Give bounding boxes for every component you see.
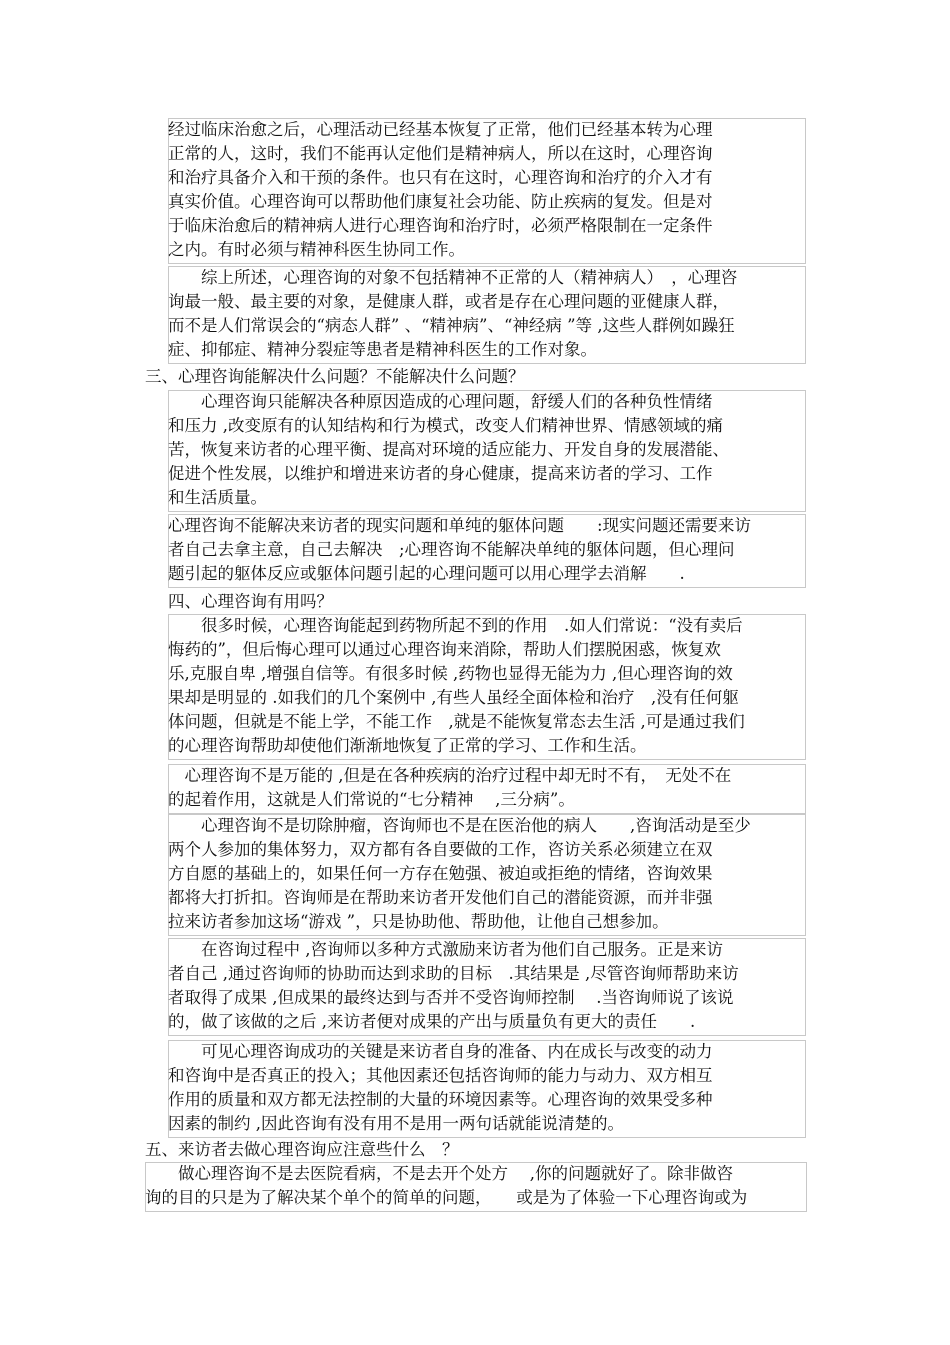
text-line: 可见心理咨询成功的关键是来访者自身的准备、内在成长与改变的动力 [168,1042,713,1061]
text-line: 果却是明显的 .如我们的几个案例中 ,有些人虽经全面体检和治疗 ,没有任何躯 [168,688,739,707]
text-line: 心理咨询不是切除肿瘤，咨询师也不是在医治他的病人 ,咨询活动是至少 [168,816,751,835]
section-heading: 五、来访者去做心理咨询应注意些什么 ？ [145,1140,459,1159]
text-line: 心理咨询不是万能的 ,但是在各种疾病的治疗过程中却无时不有， 无处不在 [168,766,732,785]
text-line: 询最一般、最主要的对象，是健康人群，或者是存在心理问题的亚健康人群， [168,292,729,311]
text-line: 两个人参加的集体努力，双方都有各自要做的工作，咨访关系必须建立在双 [168,840,713,859]
section-heading: 三、心理咨询能解决什么问题？不能解决什么问题？ [145,367,525,386]
text-line: 心理咨询不能解决来访者的现实问题和单纯的躯体问题 :现实问题还需要来访 [168,516,752,535]
text-line: 作用的质量和双方都无法控制的大量的环境因素等。心理咨询的效果受多种 [168,1090,713,1109]
text-line: 方自愿的基础上的，如果任何一方存在勉强、被迫或拒绝的情绪，咨询效果 [168,864,713,883]
text-line: 做心理咨询不是去医院看病，不是去开个处方 ,你的问题就好了。除非做咨 [145,1164,733,1183]
text-line: 乐,克服自卑 ,增强自信等。有很多时候 ,药物也显得无能为力 ,但心理咨询的效 [168,664,733,683]
text-line: 经过临床治愈之后，心理活动已经基本恢复了正常，他们已经基本转为心理 [168,120,713,139]
text-line: 都将大打折扣。咨询师是在帮助来访者开发他们自己的潜能资源，而并非强 [168,888,713,907]
text-line: 而不是人们常误会的“病态人群” 、“精神病”、“神经病 ”等 ,这些人群例如躁狂 [168,316,735,335]
text-line: 因素的制约 ,因此咨询有没有用不是用一两句话就能说清楚的。 [168,1114,624,1133]
text-line: 真实价值。心理咨询可以帮助他们康复社会功能、防止疾病的复发。但是对 [168,192,713,211]
text-line: 和咨询中是否真正的投入；其他因素还包括咨询师的能力与动力、双方相互 [168,1066,713,1085]
text-line: 于临床治愈后的精神病人进行心理咨询和治疗时，必须严格限制在一定条件 [168,216,713,235]
text-line: 的，做了该做的之后 ,来访者便对成果的产出与质量负有更大的责任 . [168,1012,696,1031]
text-line: 的起着作用，这就是人们常说的“七分精神 ,三分病”。 [168,790,575,809]
text-line: 题引起的躯体反应或躯体问题引起的心理问题可以用心理学去消解 . [168,564,685,583]
text-line: 的心理咨询帮助却使他们渐渐地恢复了正常的学习、工作和生活。 [168,736,647,755]
text-line: 心理咨询只能解决各种原因造成的心理问题，舒缓人们的各种负性情绪 [168,392,713,411]
text-line: 者取得了成果 ,但成果的最终达到与否并不受咨询师控制 .当咨询师说了该说 [168,988,734,1007]
text-line: 促进个性发展，以维护和增进来访者的身心健康，提高来访者的学习、工作 [168,464,713,483]
text-line: 症、抑郁症、精神分裂症等患者是精神科医生的工作对象。 [168,340,597,359]
text-line: 悔药的”，但后悔心理可以通过心理咨询来消除，帮助人们摆脱困惑，恢复欢 [168,640,721,659]
text-line: 和压力 ,改变原有的认知结构和行为模式，改变人们精神世界、情感领域的痛 [168,416,723,435]
text-line: 在咨询过程中 ,咨询师以多种方式激励来访者为他们自己服务。正是来访 [168,940,723,959]
text-line: 和生活质量。 [168,488,267,507]
text-line: 者自己 ,通过咨询师的协助而达到求助的目标 .其结果是 ,尽管咨询师帮助来访 [168,964,739,983]
text-line: 者自己去拿主意，自己去解决 ;心理咨询不能解决单纯的躯体问题，但心理问 [168,540,735,559]
text-line: 正常的人，这时，我们不能再认定他们是精神病人，所以在这时，心理咨询 [168,144,713,163]
text-line: 很多时候，心理咨询能起到药物所起不到的作用 .如人们常说：“没有卖后 [168,616,743,635]
section-heading: 四、心理咨询有用吗？ [168,592,333,611]
text-line: 综上所述，心理咨询的对象不包括精神不正常的人（精神病人） ，心理咨 [168,268,738,287]
text-line: 拉来访者参加这场“游戏 ”，只是协助他、帮助他，让他自己想参加。 [168,912,669,931]
text-line: 体问题，但就是不能上学，不能工作 ,就是不能恢复常态去生活 ,可是通过我们 [168,712,745,731]
text-line: 询的目的只是为了解决某个单个的简单的问题， 或是为了体验一下心理咨询或为 [145,1188,748,1207]
text-line: 之内。有时必须与精神科医生协同工作。 [168,240,465,259]
text-line: 苦，恢复来访者的心理平衡、提高对环境的适应能力、开发自身的发展潜能、 [168,440,729,459]
text-line: 和治疗具备介入和干预的条件。也只有在这时，心理咨询和治疗的介入才有 [168,168,713,187]
